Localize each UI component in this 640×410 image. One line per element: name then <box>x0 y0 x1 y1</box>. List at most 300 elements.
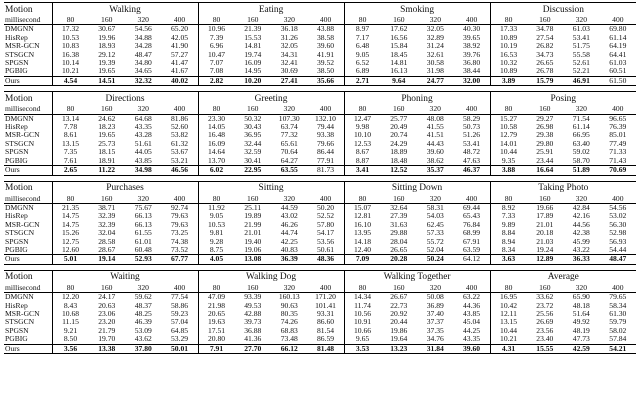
value-cell: 20.49 <box>390 123 408 132</box>
table-row <box>4 51 636 59</box>
value-cell: 69.80 <box>609 24 627 34</box>
value-cell: 21.01 <box>244 229 262 238</box>
value-cell: 23.06 <box>98 309 116 318</box>
value-cell: 63.74 <box>280 123 298 132</box>
millisecond-label: millisecond <box>4 284 52 293</box>
value-cell: 2.82 <box>198 76 235 85</box>
value-cell: 76.39 <box>609 123 627 132</box>
value-cell: 20.28 <box>381 255 418 264</box>
value-cell: 48.18 <box>572 301 590 310</box>
horizon-header: 80 <box>52 16 89 25</box>
value-cell: 18.48 <box>390 156 408 165</box>
value-cell: 69.44 <box>462 203 481 212</box>
value-cell: 48.36 <box>308 255 345 264</box>
value-cell: 73.48 <box>280 335 298 344</box>
value-cell: 61.50 <box>600 76 637 85</box>
value-cell: 3.89 <box>490 76 527 85</box>
value-cell: 22.95 <box>235 166 272 175</box>
method-name: Ours <box>4 255 52 264</box>
value-cell: 43.22 <box>572 245 590 254</box>
action-header: Sitting Down <box>344 181 490 195</box>
table-row <box>4 212 636 220</box>
method-name: STSGCN <box>5 229 35 238</box>
table-row <box>4 302 636 310</box>
value-cell: 53.09 <box>134 326 152 335</box>
value-cell: 7.17 <box>344 34 381 42</box>
value-cell: 6.89 <box>344 67 381 76</box>
value-cell: 55.58 <box>572 50 590 59</box>
value-cell: 19.63 <box>198 318 235 326</box>
value-cell: 59.79 <box>609 318 627 327</box>
table-row <box>4 140 636 148</box>
value-cell: 11.22 <box>89 166 126 175</box>
value-cell: 25.73 <box>98 139 116 148</box>
value-cell: 67.77 <box>162 255 199 264</box>
value-cell: 5.01 <box>52 255 89 264</box>
value-cell: 32.61 <box>426 50 444 59</box>
value-cell: 21.99 <box>244 220 262 229</box>
action-header: Waiting <box>52 270 198 284</box>
value-cell: 77.49 <box>609 139 627 148</box>
value-cell: 24.29 <box>390 139 408 148</box>
value-cell: 66.13 <box>134 220 152 229</box>
value-cell: 55.72 <box>426 237 444 246</box>
millisecond-label: millisecond <box>4 105 52 114</box>
value-cell: 19.96 <box>98 33 116 42</box>
value-cell: 81.54 <box>316 326 335 335</box>
value-cell: 9.05 <box>198 212 235 220</box>
value-cell: 61.14 <box>609 33 627 42</box>
value-cell: 23.44 <box>536 156 554 165</box>
horizon-header: 160 <box>89 284 126 293</box>
value-cell: 44.59 <box>280 203 298 212</box>
value-cell: 13.38 <box>89 344 126 353</box>
value-cell: 42.38 <box>572 229 590 238</box>
value-cell: 10.20 <box>235 76 272 85</box>
value-cell: 52.61 <box>572 59 590 68</box>
value-cell: 16.09 <box>198 140 235 148</box>
value-cell: 44.25 <box>463 326 481 335</box>
value-cell: 14.75 <box>52 221 89 229</box>
value-cell: 10.21 <box>490 335 527 344</box>
value-cell: 8.67 <box>344 148 381 156</box>
value-cell: 53.21 <box>170 156 189 165</box>
value-cell: 25.56 <box>536 309 554 318</box>
value-cell: 52.93 <box>125 255 162 264</box>
value-cell: 4.05 <box>198 255 235 264</box>
value-cell: 7.09 <box>344 255 381 264</box>
value-cell: 25.91 <box>536 148 554 157</box>
value-cell: 10.42 <box>490 302 527 310</box>
horizon-header: 400 <box>308 195 345 204</box>
value-cell: 18.93 <box>98 42 116 51</box>
value-cell: 26.65 <box>536 59 554 68</box>
value-cell: 58.34 <box>609 301 627 310</box>
horizon-header: 320 <box>125 195 162 204</box>
value-cell: 51.64 <box>572 309 590 318</box>
value-cell: 20.44 <box>390 318 408 327</box>
horizon-header: 80 <box>52 195 89 204</box>
horizon-header: 320 <box>417 284 454 293</box>
value-cell: 42.05 <box>170 33 189 42</box>
value-cell: 16.56 <box>390 33 408 42</box>
value-cell: 14.95 <box>244 67 262 76</box>
value-cell: 51.26 <box>462 131 481 140</box>
value-cell: 57.27 <box>170 50 189 59</box>
value-cell: 14.18 <box>344 238 381 246</box>
value-cell: 13.14 <box>52 114 89 123</box>
horizon-header: 160 <box>381 105 418 114</box>
horizon-header: 160 <box>381 284 418 293</box>
value-cell: 9.21 <box>52 327 89 335</box>
value-cell: 7.35 <box>52 148 89 156</box>
value-cell: 61.32 <box>170 139 189 148</box>
value-cell: 34.28 <box>134 42 152 51</box>
value-cell: 10.96 <box>198 25 235 34</box>
table-row <box>4 131 636 139</box>
horizon-header: 400 <box>162 105 199 114</box>
horizon-header: 320 <box>563 195 600 204</box>
value-cell: 12.75 <box>52 238 89 246</box>
value-cell: 54.21 <box>600 344 637 353</box>
motion-header-label: Motion <box>4 3 52 17</box>
table-row <box>4 166 636 175</box>
horizon-header: 320 <box>563 284 600 293</box>
value-cell: 39.65 <box>463 33 481 42</box>
table-row <box>4 310 636 318</box>
method-name: MSR-GCN <box>5 131 40 140</box>
value-cell: 51.61 <box>134 139 152 148</box>
value-cell: 16.38 <box>52 51 89 59</box>
horizon-header: 160 <box>89 105 126 114</box>
value-cell: 21.79 <box>98 326 116 335</box>
value-cell: 10.53 <box>52 34 89 42</box>
value-cell: 19.64 <box>390 335 408 344</box>
value-cell: 31.84 <box>417 344 454 353</box>
value-cell: 53.67 <box>170 148 189 157</box>
value-cell: 41.90 <box>170 42 189 51</box>
value-cell: 32.89 <box>426 33 444 42</box>
method-name: SPGSN <box>5 326 29 335</box>
value-cell: 36.95 <box>244 131 262 140</box>
horizon-header: 320 <box>271 284 308 293</box>
value-cell: 20.18 <box>536 229 554 238</box>
value-cell: 38.44 <box>463 67 481 76</box>
value-cell: 44.05 <box>134 148 152 157</box>
results-block <box>4 91 636 175</box>
value-cell: 13.95 <box>344 229 381 237</box>
horizon-header: 160 <box>235 195 272 204</box>
horizon-header: 80 <box>52 284 89 293</box>
value-cell: 37.37 <box>426 318 444 327</box>
value-cell: 42.84 <box>572 203 590 212</box>
action-header: Discussion <box>490 3 636 17</box>
value-cell: 10.68 <box>52 310 89 318</box>
value-cell: 81.73 <box>308 166 345 175</box>
action-header: Posing <box>490 92 636 106</box>
table-row <box>4 246 636 255</box>
value-cell: 59.23 <box>170 309 189 318</box>
value-cell: 8.87 <box>344 157 381 166</box>
method-name: DMGNN <box>5 114 34 123</box>
value-cell: 36.89 <box>426 301 444 310</box>
value-cell: 43.35 <box>463 335 481 344</box>
value-cell: 51.75 <box>572 42 590 51</box>
horizon-header: 320 <box>125 16 162 25</box>
value-cell: 27.39 <box>390 212 408 221</box>
value-cell: 58.29 <box>462 114 481 123</box>
table-row <box>4 327 636 335</box>
value-cell: 79.44 <box>316 123 335 132</box>
value-cell: 10.83 <box>52 42 89 50</box>
method-name: STSGCN <box>5 139 35 148</box>
value-cell: 10.32 <box>490 59 527 67</box>
value-cell: 15.84 <box>390 42 408 51</box>
horizon-header: 80 <box>52 105 89 114</box>
horizon-header: 80 <box>198 105 235 114</box>
value-cell: 16.48 <box>198 131 235 139</box>
value-cell: 7.39 <box>198 34 235 42</box>
results-block <box>4 270 636 354</box>
value-cell: 71.33 <box>609 148 627 157</box>
value-cell: 30.58 <box>426 59 444 68</box>
value-cell: 38.71 <box>98 203 116 212</box>
value-cell: 36.33 <box>563 255 600 264</box>
horizon-header: 400 <box>454 284 491 293</box>
value-cell: 13.23 <box>381 344 418 353</box>
value-cell: 21.98 <box>198 302 235 310</box>
method-name: Ours <box>4 344 52 353</box>
horizon-header: 160 <box>235 284 272 293</box>
value-cell: 77.91 <box>316 156 335 165</box>
table-row <box>4 344 636 353</box>
value-cell: 20.74 <box>390 131 408 140</box>
value-cell: 66.12 <box>271 344 308 353</box>
value-cell: 13.70 <box>198 157 235 166</box>
table-row <box>4 157 636 166</box>
value-cell: 96.65 <box>609 114 627 123</box>
value-cell: 21.35 <box>52 203 89 212</box>
method-name: PGBIG <box>5 156 28 165</box>
value-cell: 59.62 <box>134 292 152 302</box>
value-cell: 19.65 <box>98 67 116 76</box>
value-cell: 59.02 <box>572 148 590 157</box>
table-row <box>4 42 636 50</box>
value-cell: 11.92 <box>198 203 235 212</box>
value-cell: 50.73 <box>462 123 481 132</box>
value-cell: 12.60 <box>52 246 89 255</box>
method-name: SPGSN <box>5 59 29 68</box>
value-cell: 19.14 <box>89 255 126 264</box>
method-name: HisRep <box>5 301 28 310</box>
action-header: Eating <box>198 3 344 17</box>
value-cell: 14.51 <box>89 76 126 85</box>
value-cell: 3.53 <box>344 344 381 353</box>
value-cell: 63.55 <box>271 166 308 175</box>
table-row <box>4 34 636 42</box>
value-cell: 35.37 <box>417 166 454 175</box>
horizon-header: 320 <box>417 195 454 204</box>
horizon-header: 160 <box>235 16 272 25</box>
value-cell: 14.81 <box>244 42 262 51</box>
value-cell: 79.65 <box>609 292 627 302</box>
value-cell: 46.26 <box>280 220 298 229</box>
value-cell: 74.38 <box>170 237 189 246</box>
method-name: Ours <box>4 76 52 85</box>
value-cell: 28.67 <box>98 245 116 254</box>
value-cell: 41.91 <box>317 50 335 59</box>
value-cell: 10.89 <box>490 67 527 76</box>
value-cell: 10.10 <box>344 131 381 139</box>
value-cell: 37.40 <box>426 309 444 318</box>
value-cell: 10.66 <box>344 327 381 335</box>
value-cell: 10.47 <box>198 51 235 59</box>
value-cell: 43.62 <box>134 335 152 344</box>
value-cell: 39.73 <box>244 318 262 327</box>
value-cell: 45.99 <box>572 237 590 246</box>
horizon-header: 80 <box>344 284 381 293</box>
value-cell: 16.95 <box>490 293 527 302</box>
value-cell: 20.65 <box>198 310 235 318</box>
method-name: PGBIG <box>5 335 28 344</box>
action-header: Directions <box>52 92 198 106</box>
value-cell: 19.40 <box>244 237 262 246</box>
value-cell: 50.01 <box>162 344 199 353</box>
value-cell: 41.67 <box>170 67 189 76</box>
value-cell: 27.70 <box>235 344 272 353</box>
action-header: Smoking <box>344 3 490 17</box>
value-cell: 34.31 <box>280 50 298 59</box>
value-cell: 42.16 <box>572 212 590 221</box>
value-cell: 43.35 <box>134 123 152 132</box>
value-cell: 44.74 <box>280 229 298 238</box>
value-cell: 66.13 <box>134 212 152 221</box>
value-cell: 79.63 <box>170 212 189 221</box>
horizon-header: 400 <box>162 195 199 204</box>
value-cell: 36.39 <box>271 255 308 264</box>
value-cell: 50.24 <box>417 255 454 264</box>
value-cell: 26.67 <box>390 292 408 302</box>
horizon-header: 400 <box>600 16 637 25</box>
value-cell: 8.94 <box>490 238 527 246</box>
value-cell: 65.43 <box>462 212 481 221</box>
value-cell: 46.37 <box>454 166 491 175</box>
value-cell: 54.56 <box>609 203 627 212</box>
value-cell: 34.76 <box>426 335 444 344</box>
value-cell: 8.61 <box>52 131 89 139</box>
value-cell: 30.41 <box>244 156 262 165</box>
value-cell: 26.69 <box>536 318 554 327</box>
value-cell: 64.27 <box>280 156 298 165</box>
value-cell: 52.21 <box>572 67 590 76</box>
value-cell: 14.64 <box>198 148 235 156</box>
value-cell: 51.89 <box>563 166 600 175</box>
method-name: DMGNN <box>5 292 34 302</box>
value-cell: 40.83 <box>280 245 298 254</box>
value-cell: 54.56 <box>134 24 152 34</box>
horizon-header: 400 <box>308 284 345 293</box>
table-row <box>4 221 636 229</box>
millisecond-label: millisecond <box>4 16 52 25</box>
value-cell: 3.56 <box>52 344 89 353</box>
value-cell: 48.37 <box>134 301 152 310</box>
horizon-header: 80 <box>344 105 381 114</box>
value-cell: 19.66 <box>536 203 554 212</box>
value-cell: 32.32 <box>125 76 162 85</box>
value-cell: 30.67 <box>98 24 116 34</box>
action-header: Walking Together <box>344 270 490 284</box>
value-cell: 33.62 <box>536 292 554 302</box>
table-row <box>4 59 636 67</box>
value-cell: 63.22 <box>463 292 481 302</box>
value-cell: 26.65 <box>390 245 408 254</box>
value-cell: 46.91 <box>563 76 600 85</box>
action-header: Phoning <box>344 92 490 106</box>
value-cell: 16.13 <box>390 67 408 76</box>
results-block <box>4 181 636 265</box>
value-cell: 15.55 <box>527 344 564 353</box>
value-cell: 19.70 <box>98 335 116 344</box>
value-cell: 75.67 <box>134 203 152 212</box>
horizon-header: 320 <box>271 16 308 25</box>
value-cell: 32.39 <box>98 220 116 229</box>
value-cell: 30.43 <box>244 123 262 132</box>
value-cell: 9.81 <box>198 229 235 237</box>
value-cell: 12.53 <box>344 140 381 148</box>
value-cell: 41.36 <box>244 335 262 344</box>
horizon-header: 400 <box>600 284 637 293</box>
value-cell: 65.61 <box>280 139 298 148</box>
value-cell: 10.89 <box>490 34 527 42</box>
value-cell: 10.56 <box>344 310 381 318</box>
value-cell: 81.86 <box>170 114 189 123</box>
value-cell: 7.91 <box>198 344 235 353</box>
action-header: Walking <box>52 3 198 17</box>
value-cell: 12.89 <box>527 255 564 264</box>
value-cell: 71.43 <box>609 156 627 165</box>
value-cell: 36.18 <box>280 24 298 34</box>
action-header: Purchases <box>52 181 198 195</box>
table-row <box>4 67 636 76</box>
value-cell: 86.59 <box>316 335 335 344</box>
value-cell: 53.29 <box>170 335 189 344</box>
value-cell: 7.78 <box>52 123 89 131</box>
value-cell: 12.52 <box>381 166 418 175</box>
value-cell: 42.59 <box>563 344 600 353</box>
value-cell: 29.12 <box>98 50 116 59</box>
value-cell: 40.30 <box>463 24 481 34</box>
value-cell: 28.58 <box>98 237 116 246</box>
value-cell: 52.60 <box>170 123 189 132</box>
table-row <box>4 123 636 131</box>
value-cell: 65.20 <box>170 24 189 34</box>
horizon-header: 320 <box>563 105 600 114</box>
value-cell: 14.01 <box>490 140 527 148</box>
value-cell: 3.41 <box>344 166 381 175</box>
method-name: MSR-GCN <box>5 220 40 229</box>
value-cell: 65.90 <box>572 292 590 302</box>
horizon-header: 160 <box>527 284 564 293</box>
value-cell: 58.70 <box>572 156 590 165</box>
value-cell: 16.09 <box>244 59 262 68</box>
method-name: HisRep <box>5 123 28 132</box>
method-name: PGBIG <box>5 245 28 254</box>
value-cell: 8.92 <box>490 203 527 212</box>
action-header: Sitting <box>198 181 344 195</box>
value-cell: 32.44 <box>244 139 262 148</box>
value-cell: 32.04 <box>98 229 116 238</box>
value-cell: 23.40 <box>536 335 554 344</box>
